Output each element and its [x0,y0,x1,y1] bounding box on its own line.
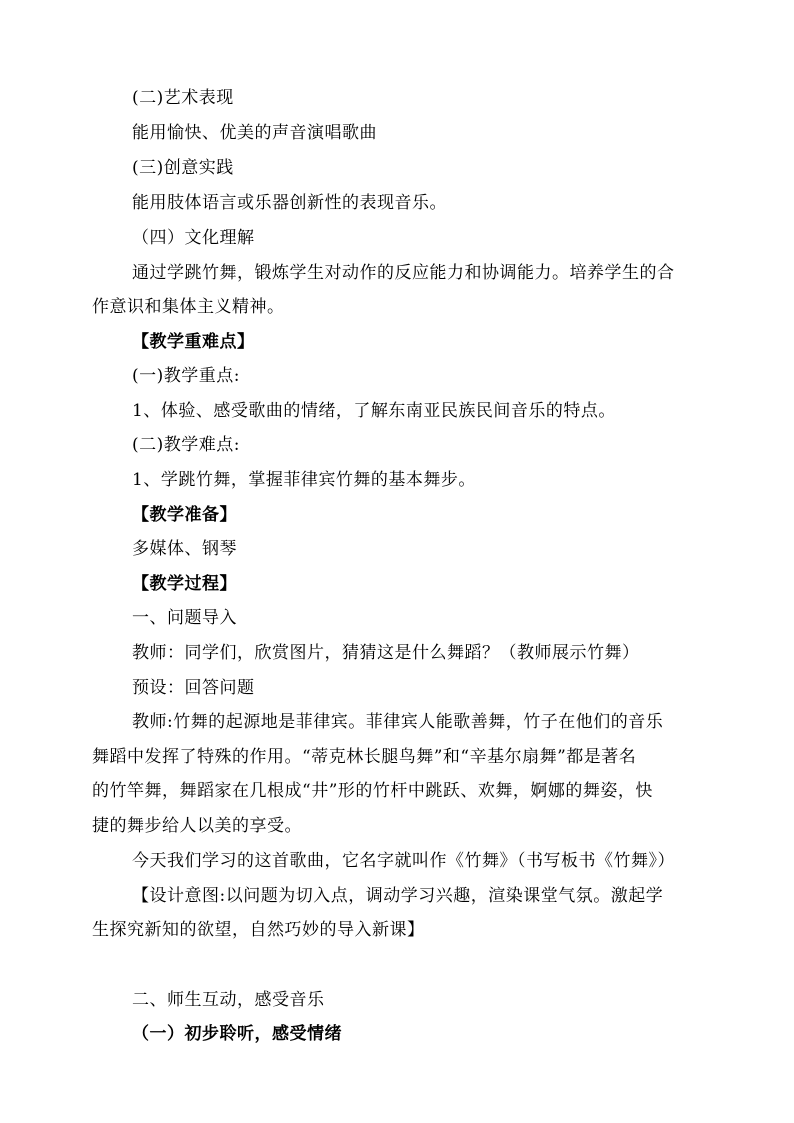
difficulty-title: (二)教学难点: [132,435,240,455]
step2-title: 二、师生互动，感受音乐 [132,990,325,1010]
step1-paragraph-line2: 舞蹈中发挥了特殊的作用。“蒂克林长腿鸟舞”和“辛基尔扇舞”都是著名 [92,747,637,767]
preparation-text: 多媒体、钢琴 [132,539,237,559]
step1-paragraph-line3: 的竹竿舞，舞蹈家在几根成“井”形的竹杆中跳跃、欢舞，婀娜的舞姿，快 [92,781,653,801]
section-creative-title: (三)创意实践 [132,158,234,178]
step1-title: 一、问题导入 [132,608,237,628]
difficulty-text: 1、学跳竹舞，掌握菲律宾竹舞的基本舞步。 [132,470,476,490]
design-intent-line2: 生探究新知的欲望，自然巧妙的导入新课】 [92,920,425,940]
key-point-title: (一)教学重点: [132,366,240,386]
section-creative-text: 能用肢体语言或乐器创新性的表现音乐。 [132,193,447,213]
section-art-title: (二)艺术表现 [132,88,234,108]
heading-preparation: 【教学准备】 [132,505,237,525]
step1-preset: 预设：回答问题 [132,678,255,698]
step1-teacher-question: 教师：同学们，欣赏图片，猜猜这是什么舞蹈？（教师展示竹舞） [132,643,640,663]
design-intent-line1: 【设计意图:以问题为切入点，调动学习兴趣，渲染课堂气氛。激起学 [132,886,664,906]
section-culture-title: （四）文化理解 [132,228,255,248]
section-culture-text-line1: 通过学跳竹舞，锻炼学生对动作的反应能力和协调能力。培养学生的合 [132,263,675,283]
heading-key-points: 【教学重难点】 [132,332,255,352]
step2-subtitle: （一）初步聆听，感受情绪 [132,1024,342,1044]
step1-paragraph-line4: 捷的舞步给人以美的享受。 [92,816,302,836]
step1-paragraph-line1: 教师:竹舞的起源地是菲律宾。菲律宾人能歌善舞，竹子在他们的音乐 [132,712,664,732]
heading-process: 【教学过程】 [132,574,237,594]
key-point-text: 1、体验、感受歌曲的情绪，了解东南亚民族民间音乐的特点。 [132,401,616,421]
section-art-text: 能用愉快、优美的声音演唱歌曲 [132,123,377,143]
section-culture-text-line2: 作意识和集体主义精神。 [92,297,285,317]
step1-today-text: 今天我们学习的这首歌曲，它名字就叫作《竹舞》（书写板书《竹舞》） [132,851,675,871]
